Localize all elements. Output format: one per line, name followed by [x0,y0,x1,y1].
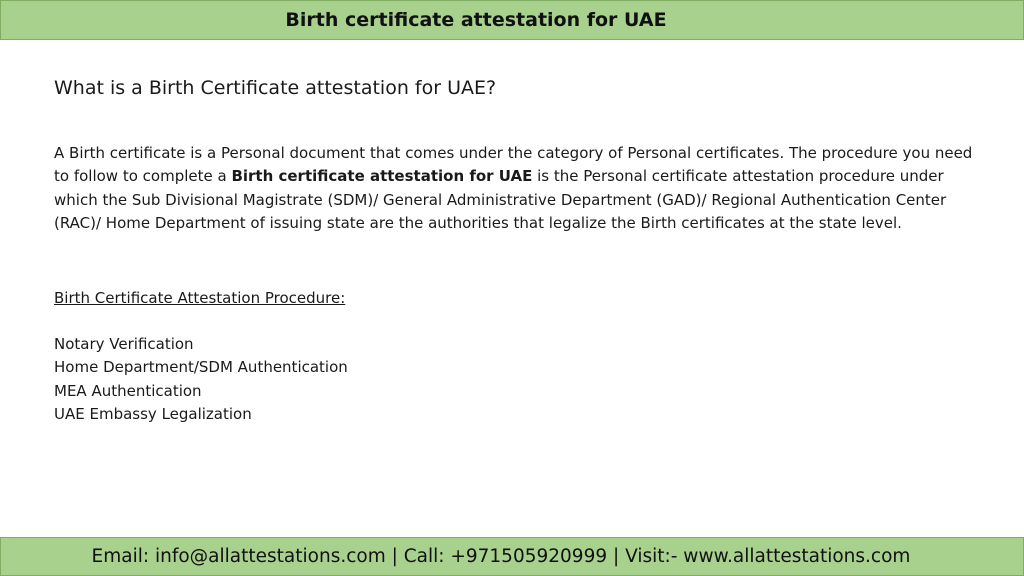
procedure-step: MEA Authentication [54,381,202,400]
footer-contact-info: Email: info@allattestations.com | Call: +971505920999 | Visit:- www.allattestations.com [91,546,911,567]
description-paragraph [54,142,974,235]
procedure-step: Notary Verification [54,335,194,354]
description-text-start: A Birth certificate is a Personal document that comes under the category of Personal certificates. The procedure you need to follow to complete a [54,144,973,186]
description-text-end: is the Personal certificate attestation procedure under which the Sub Divisional Magistrate (SDM)/ General Administrative Department (GAD)/ Regional Authentication Center (RAC)/ Home Department of issuing state are the authorities that legalize the Birth certificates at the state level. [54,167,947,232]
procedure-step: Home Department/SDM Authentication [54,358,348,377]
section-question-heading: What is a Birth Certificate attestation for UAE? [54,77,497,99]
footer-bar [0,537,1024,576]
description-bold-term: Birth certificate attestation for UAE [231,167,533,186]
procedure-steps-list [54,333,974,426]
procedure-heading: Birth Certificate Attestation Procedure: [54,289,346,308]
procedure-step: UAE Embassy Legalization [54,405,252,424]
page-title: Birth certificate attestation for UAE [285,9,667,31]
main-content [54,75,974,426]
header-bar [0,0,1024,40]
